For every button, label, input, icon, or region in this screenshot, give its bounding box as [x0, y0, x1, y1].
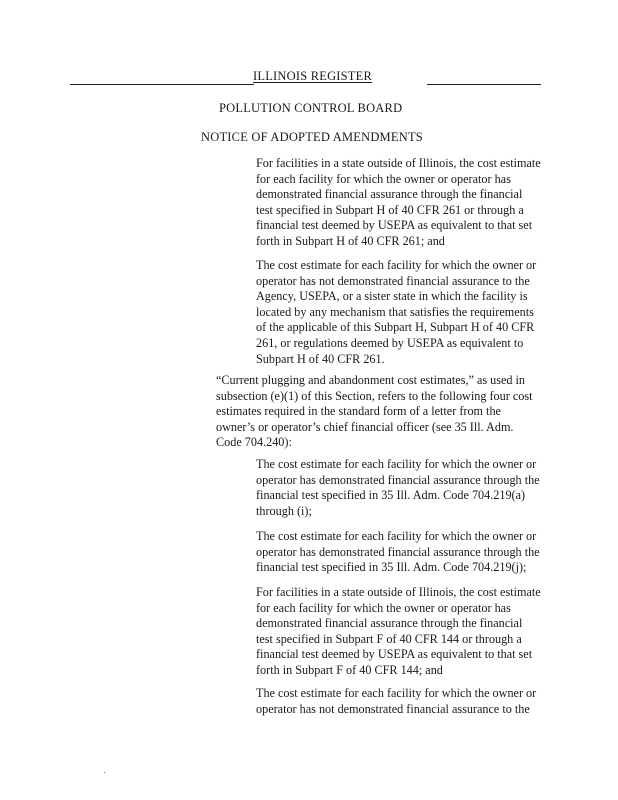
paragraph-7: The cost estimate for each facility for which the owner or operator has not demonstrated financial assurance to the [256, 686, 537, 716]
paragraph-5: The cost estimate for each facility for which the owner or operator has demonstrated financial assurance through the financial test specified in 35 Ill. Adm. Code 704.219(j); [256, 529, 540, 575]
notice-title: NOTICE OF ADOPTED AMENDMENTS [201, 130, 423, 144]
board-title: POLLUTION CONTROL BOARD [219, 101, 403, 115]
scan-speck [104, 772, 105, 773]
paragraph-1: For facilities in a state outside of Illinois, the cost estimate for each facility for which the owner or operator has demonstrated financial assurance through the financial test specified in Subpart H of 40 CFR 261 or through a financial test deemed by USEPA as equivalent to that set forth in Subpart H of 40 CFR 261; and [256, 156, 541, 248]
paragraph-6: For facilities in a state outside of Illinois, the cost estimate for each facility for which the owner or operator has demonstrated financial assurance through the financial test specified in Subpart F of 40 CFR 144 or through a financial test deemed by USEPA as equivalent to that set forth in Subpart F of 40 CFR 144; and [256, 585, 541, 677]
paragraph-2: The cost estimate for each facility for which the owner or operator has not demonstrated financial assurance to the Agency, USEPA, or a sister state in which the facility is located by any mechanism that satisfies the requirements of the applicable of this Subpart H, Subpart H of 40 CFR 261, or regulations deemed by USEPA as equivalent to Subpart H of 40 CFR 261. [256, 258, 537, 366]
register-title: ILLINOIS REGISTER [253, 69, 373, 83]
header-rule-left [70, 84, 254, 85]
header-rule-right [427, 84, 541, 85]
paragraph-4: The cost estimate for each facility for which the owner or operator has demonstrated financial assurance through the financial test specified in 35 Ill. Adm. Code 704.219(a) through (i); [256, 457, 540, 518]
paragraph-3: “Current plugging and abandonment cost estimates,” as used in subsection (e)(1) of this Section, refers to the following four cost estimates required in the standard form of a letter from the owner’s or operator’s chief financial officer (see 35 Ill. Adm. Code 704.240): [216, 373, 533, 450]
